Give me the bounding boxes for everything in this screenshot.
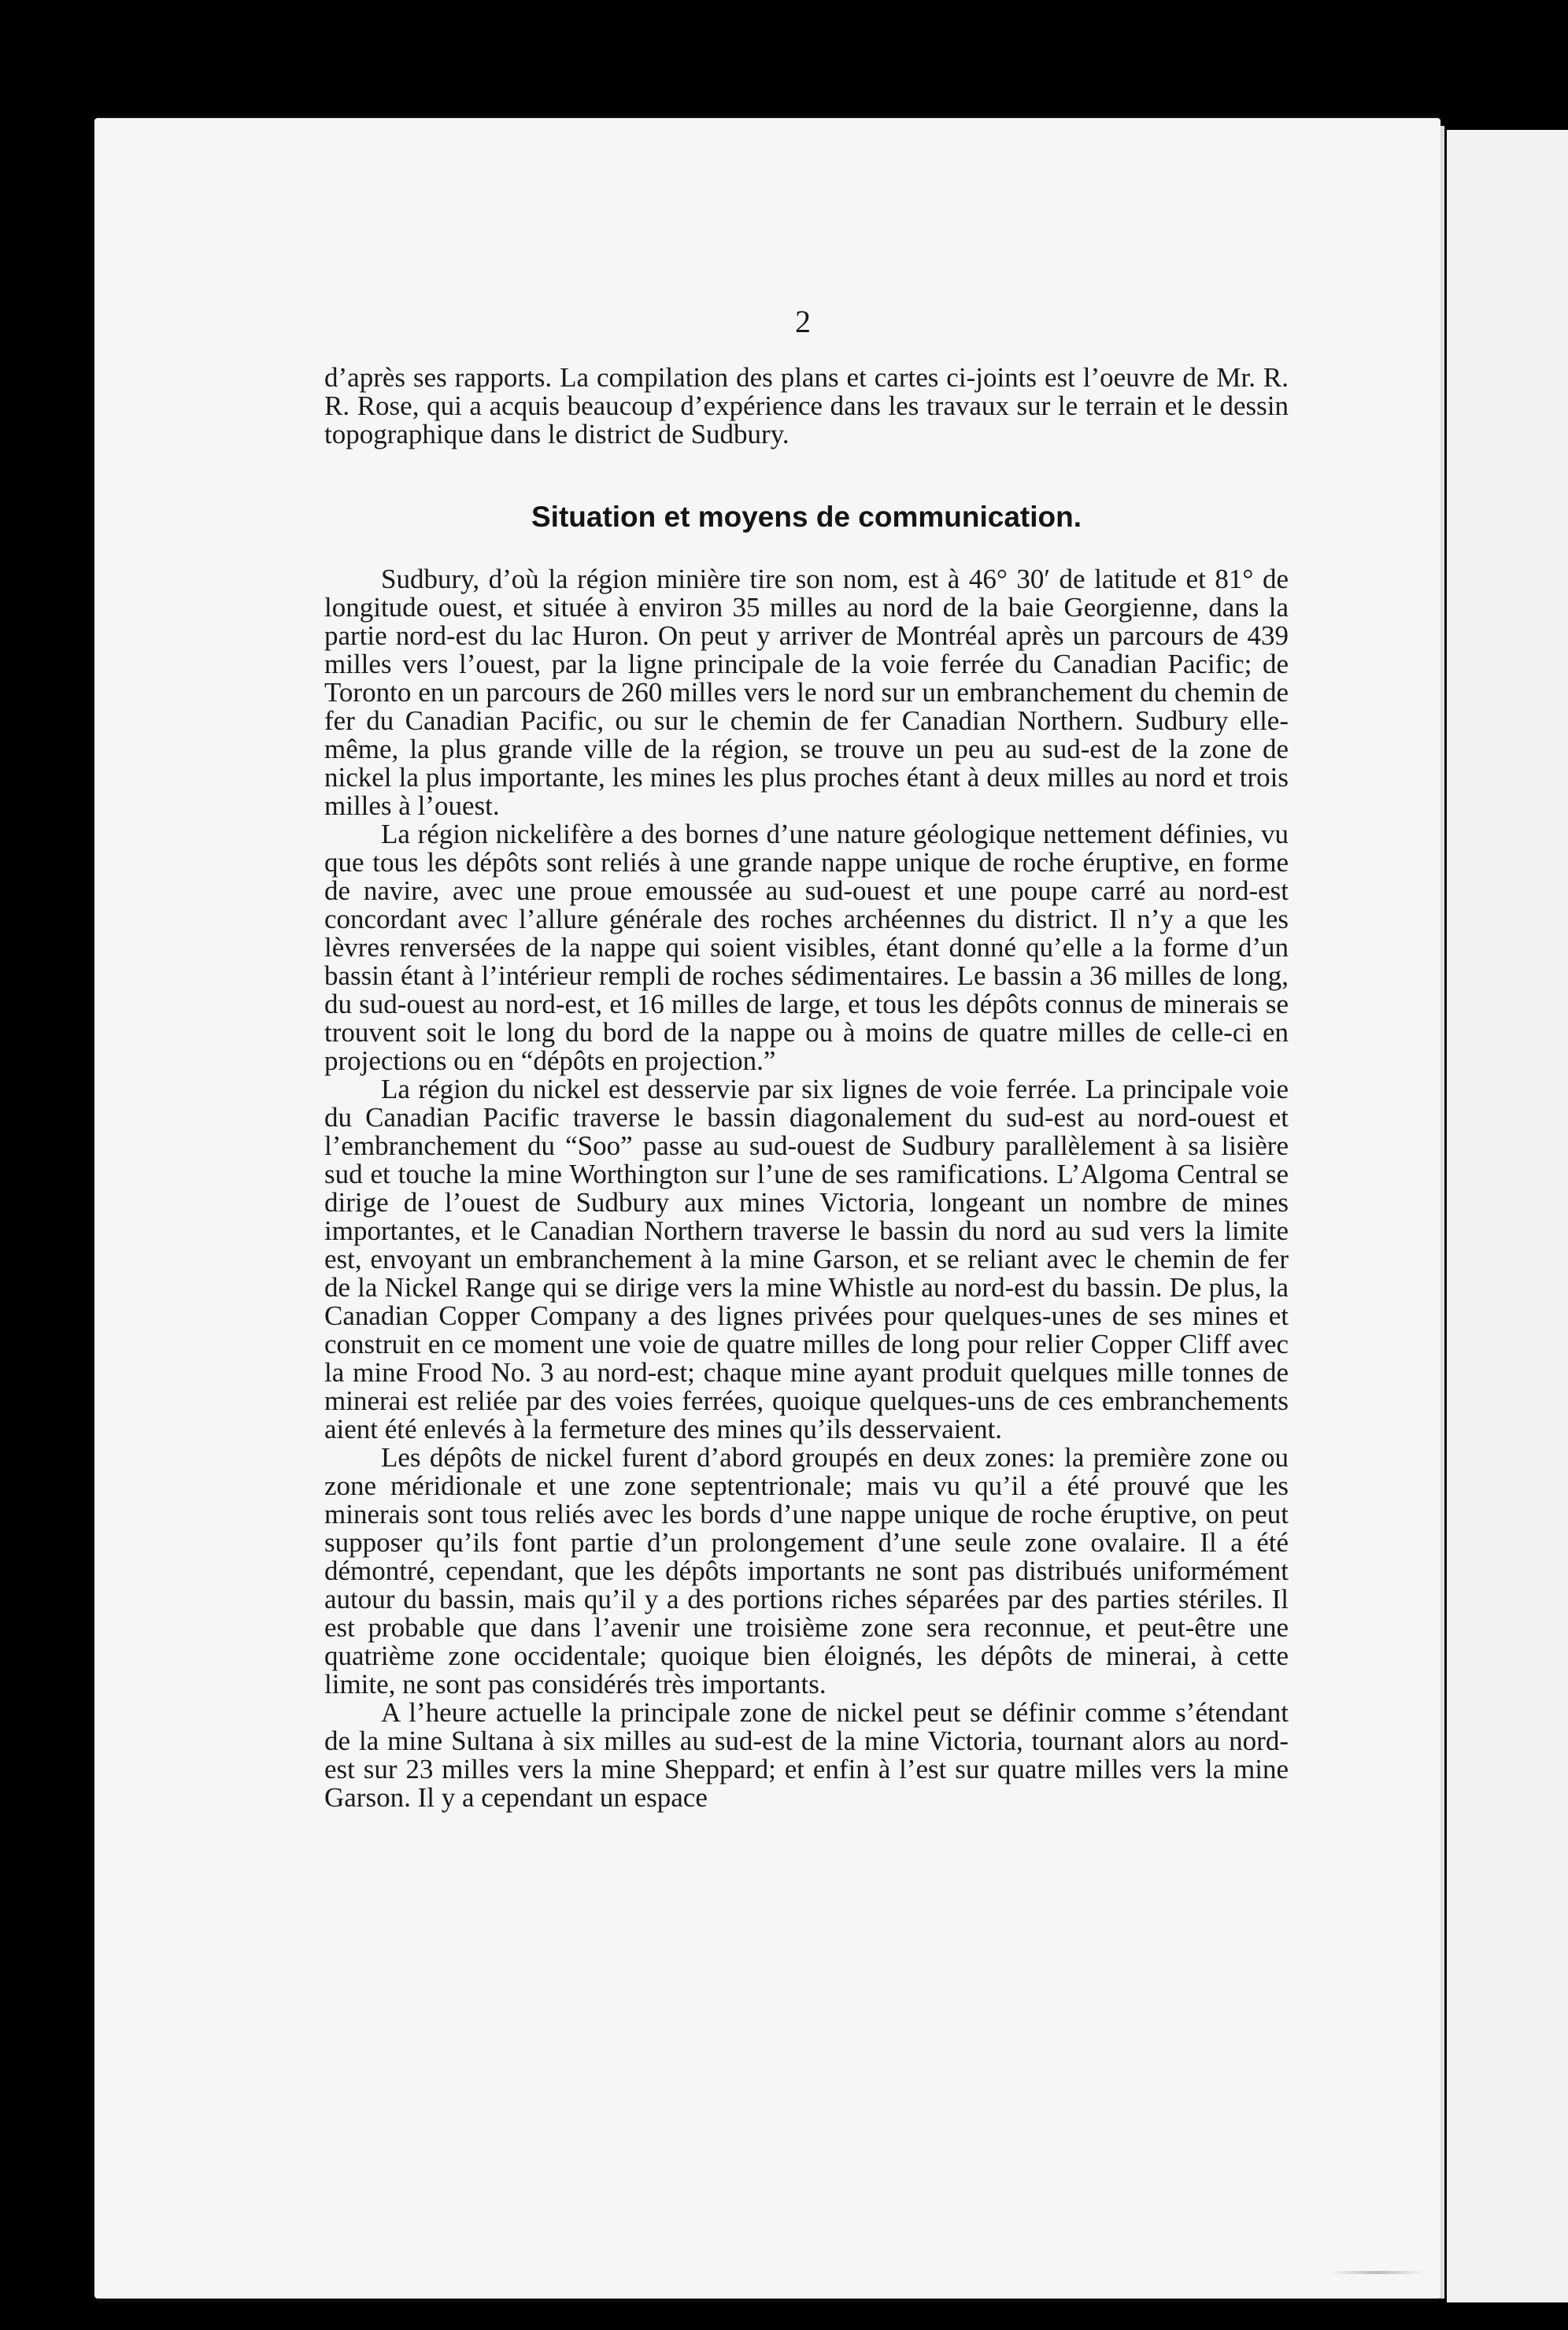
paragraph-5: A l’heure actuelle la principale zone de nickel peut se définir comme s’étendant de la mine Sultana à six milles au sud-est de la mine Victoria, tournant alors au nord-est sur 23 milles vers la mine Sheppard; et enfin à l’est sur quatre milles vers la mine Garson. Il y a cependant un espace	[324, 1697, 1289, 1813]
paragraph-4: Les dépôts de nickel furent d’abord groupés en deux zones: la première zone ou zone méridionale et une zone septentrionale; mais vu qu’il a été prouvé que les minerais sont tous reliés avec les bords d’une nappe unique de roche éruptive, on peut supposer qu’ils font partie d’un prolongement d’une seule zone ovalaire. Il a été démontré, cependant, que les dépôts importants ne sont pas distribués uniformément autour du bassin, mais qu’il y a des portions riches séparées par des parties stériles. Il est probable que dans l’avenir une troisième zone sera reconnue, et peut-être une quatrième zone occidentale; quoique bien éloignés, les dépôts de minerai, à cette limite, ne sont pas considérés très importants.	[324, 1442, 1289, 1699]
facing-page-edge	[1447, 130, 1568, 2302]
paragraph-1: Sudbury, d’où la région minière tire son nom, est à 46° 30′ de latitude et 81° de longitude ouest, et située à environ 35 milles au nord de la baie Georgienne, dans la partie nord-est du lac Huron. On peut y arriver de Montréal après un parcours de 439 milles vers l’ouest, par la ligne principale de la voie ferrée du Canadian Pacific; de Toronto en un parcours de 260 milles vers le nord sur un embranchement du chemin de fer du Canadian Pacific, ou sur le chemin de fer Canadian Northern. Sudbury elle-même, la plus grande ville de la région, se trouve un peu au sud-est de la zone de nickel la plus importante, les mines les plus proches étant à deux milles au nord et trois milles à l’ouest.	[324, 564, 1289, 821]
scan-artifact	[1330, 2271, 1425, 2274]
paragraph: d’après ses rapports. La compilation des plans et cartes ci-joints est l’oeuvre de Mr. R. R. Rose, qui a acquis beaucoup d’expérience dans les travaux sur le terrain et le dessin topographique dans le district de Sudbury.	[324, 362, 1289, 449]
section-body	[324, 565, 1289, 1812]
opening-paragraph	[324, 364, 1289, 449]
section-heading: Situation et moyens de communication.	[531, 501, 1082, 533]
page-number: 2	[795, 304, 811, 339]
paragraph-2: La région nickelifère a des bornes d’une nature géologique nettement définies, vu que tous les dépôts sont reliés à une grande nappe unique de roche éruptive, en forme de navire, avec une proue emoussée au sud-ouest et une poupe carré au nord-est concordant avec l’allure générale des roches archéennes du district. Il n’y a que les lèvres renversées de la nappe qui soient visibles, étant donné qu’elle a la forme d’un bassin étant à l’intérieur rempli de roches sédimentaires. Le bassin a 36 milles de long, du sud-ouest au nord-est, et 16 milles de large, et tous les dépôts connus de minerais se trouvent soit le long du bord de la nappe ou à moins de quatre milles de celle-ci en projections ou en “dépôts en projection.”	[324, 819, 1289, 1076]
paragraph-3: La région du nickel est desservie par six lignes de voie ferrée. La principale voie du Canadian Pacific traverse le bassin diagonalement du sud-est au nord-ouest et l’embranchement du “Soo” passe au sud-ouest de Sudbury parallèlement à sa lisière sud et touche la mine Worthington sur l’une de ses ramifications. L’Algoma Central se dirige de l’ouest de Sudbury aux mines Victoria, longeant un nombre de mines importantes, et le Canadian Northern traverse le bassin du nord au sud vers la limite est, envoyant un embranchement à la mine Garson, et se reliant avec le chemin de fer de la Nickel Range qui se dirige vers la mine Whistle au nord-est du bassin. De plus, la Canadian Copper Company a des lignes privées pour quelques-unes de ses mines et construit en ce moment une voie de quatre milles de long pour relier Copper Cliff avec la mine Frood No. 3 au nord-est; chaque mine ayant produit quelques mille tonnes de minerai est reliée par des voies ferrées, quoique quelques-uns de ces embranchements aient été enlevés à la fermeture des mines qu’ils desservaient.	[324, 1074, 1289, 1444]
